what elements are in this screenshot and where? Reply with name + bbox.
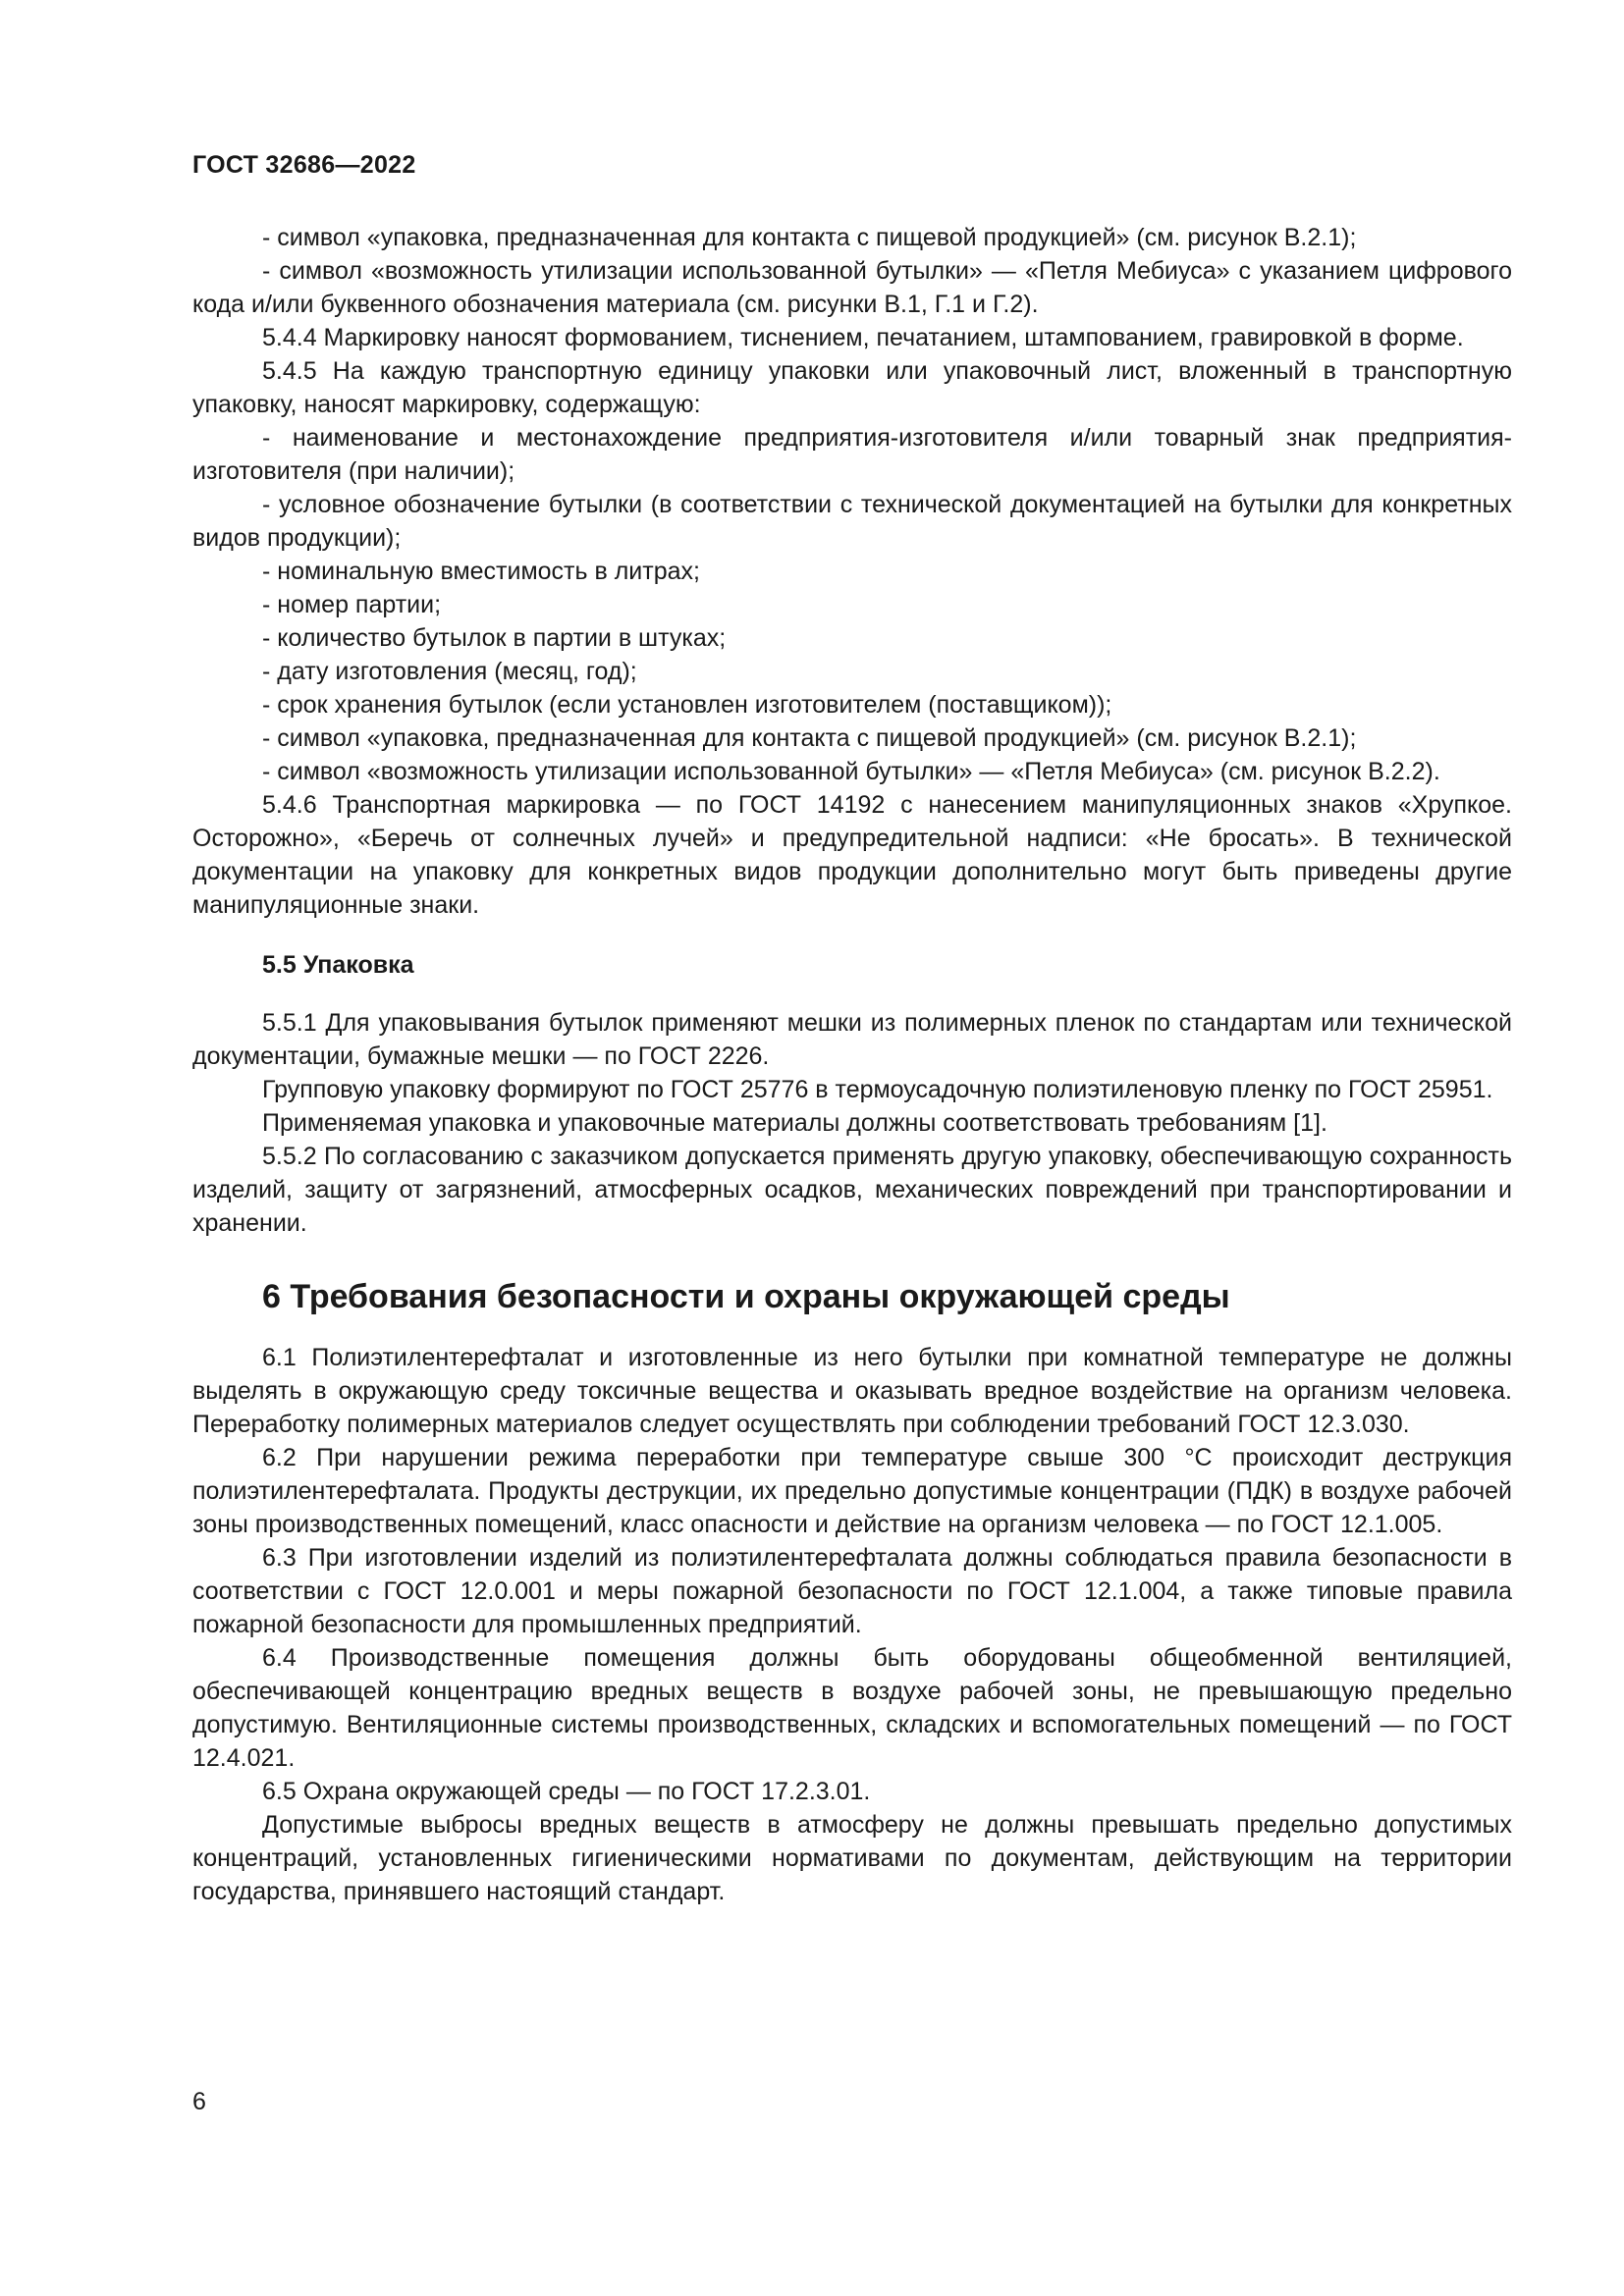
- list-item: - срок хранения бутылок (если установлен изготовителем (поставщиком));: [262, 691, 1112, 719]
- clause-6-5: 6.5 Охрана окружающей среды — по ГОСТ 17.2.3.01.: [262, 1778, 871, 1805]
- list-item: - наименование и местонахождение предприятия-изготовителя и/или товарный знак предприятия-изготовителя (при наличии);: [192, 424, 1512, 485]
- list-item: - символ «возможность утилизации использованной бутылки» — «Петля Мебиуса» с указанием цифрового кода и/или буквенного обозначения материала (см. рисунки В.1, Г.1 и Г.2).: [192, 257, 1512, 318]
- clause-6-3: 6.3 При изготовлении изделий из полиэтилентерефталата должны соблюдаться правила безопасности в соответствии с ГОСТ 12.0.001 и меры пожарной безопасности по ГОСТ 12.1.004, а также типовые правила пожарной безопасности для промышленных предприятий.: [192, 1544, 1512, 1638]
- clause-5-4-4: 5.4.4 Маркировку наносят формованием, тиснением, печатанием, штампованием, гравировкой в форме.: [262, 324, 1464, 351]
- clause-6-2: 6.2 При нарушении режима переработки при температуре свыше 300 °С происходит деструкция полиэтилентерефталата. Продукты деструкции, их предельно допустимые концентрации (ПДК) в воздухе рабочей зоны производственных помещений, класс опасности и действие на организм человека — по ГОСТ 12.1.005.: [192, 1444, 1512, 1538]
- clause-6-1: 6.1 Полиэтилентерефталат и изготовленные из него бутылки при комнатной температуре не должны выделять в окружающую среду токсичные вещества и оказывать вредное воздействие на организм человека. Переработку полимерных материалов следует осуществлять при соблюдении требований ГОСТ 12.3.030.: [192, 1344, 1512, 1438]
- list-item: - символ «возможность утилизации использованной бутылки» — «Петля Мебиуса» (см. рисунок В.2.2).: [262, 758, 1440, 785]
- list-item: - дату изготовления (месяц, год);: [262, 658, 637, 685]
- page-content: [192, 221, 1512, 1908]
- paragraph: Допустимые выбросы вредных веществ в атмосферу не должны превышать предельно допустимых концентраций, установленных гигиеническими нормативами по документам, действующим на территории государства, принявшего настоящий стандарт.: [192, 1811, 1512, 1905]
- clause-5-4-6: 5.4.6 Транспортная маркировка — по ГОСТ 14192 с нанесением манипуляционных знаков «Хрупкое. Осторожно», «Беречь от солнечных лучей» и предупредительной надписи: «Не бросать». В технической документации на упаковку для конкретных видов продукции дополнительно могут быть приведены другие манипуляционные знаки.: [192, 791, 1512, 919]
- list-item: - символ «упаковка, предназначенная для контакта с пищевой продукцией» (см. рисунок В.2.1);: [262, 724, 1357, 752]
- section-heading: 6 Требования безопасности и охраны окружающей среды: [262, 1278, 1230, 1315]
- list-item: - номинальную вместимость в литрах;: [262, 558, 700, 585]
- clause-5-5-2: 5.5.2 По согласованию с заказчиком допускается применять другую упаковку, обеспечивающую сохранность изделий, защиту от загрязнений, атмосферных осадков, механических повреждений при транспортировании и хранении.: [192, 1143, 1512, 1237]
- paragraph: Групповую упаковку формируют по ГОСТ 25776 в термоусадочную полиэтиленовую пленку по ГОСТ 25951.: [262, 1076, 1493, 1103]
- paragraph: Применяемая упаковка и упаковочные материалы должны соответствовать требованиям [1].: [262, 1109, 1327, 1137]
- list-item: - номер партии;: [262, 591, 442, 618]
- clause-6-4: 6.4 Производственные помещения должны быть оборудованы общеобменной вентиляцией, обеспечивающей концентрацию вредных веществ в воздухе рабочей зоны, не превышающую предельно допустимую. Вентиляционные системы производственных, складских и вспомогательных помещений — по ГОСТ 12.4.021.: [192, 1644, 1512, 1772]
- subsection-heading: 5.5 Упаковка: [262, 951, 414, 979]
- clause-5-5-1: 5.5.1 Для упаковывания бутылок применяют мешки из полимерных пленок по стандартам или технической документации, бумажные мешки — по ГОСТ 2226.: [192, 1009, 1512, 1070]
- document-header: ГОСТ 32686—2022: [192, 151, 416, 179]
- list-item: - количество бутылок в партии в штуках;: [262, 624, 727, 652]
- list-item: - условное обозначение бутылки (в соответствии с технической документацией на бутылки для конкретных видов продукции);: [192, 491, 1512, 552]
- clause-5-4-5: 5.4.5 На каждую транспортную единицу упаковки или упаковочный лист, вложенный в транспортную упаковку, наносят маркировку, содержащую:: [192, 357, 1512, 418]
- list-item: - символ «упаковка, предназначенная для контакта с пищевой продукцией» (см. рисунок В.2.1);: [262, 224, 1357, 251]
- page-number: 6: [192, 2088, 206, 2115]
